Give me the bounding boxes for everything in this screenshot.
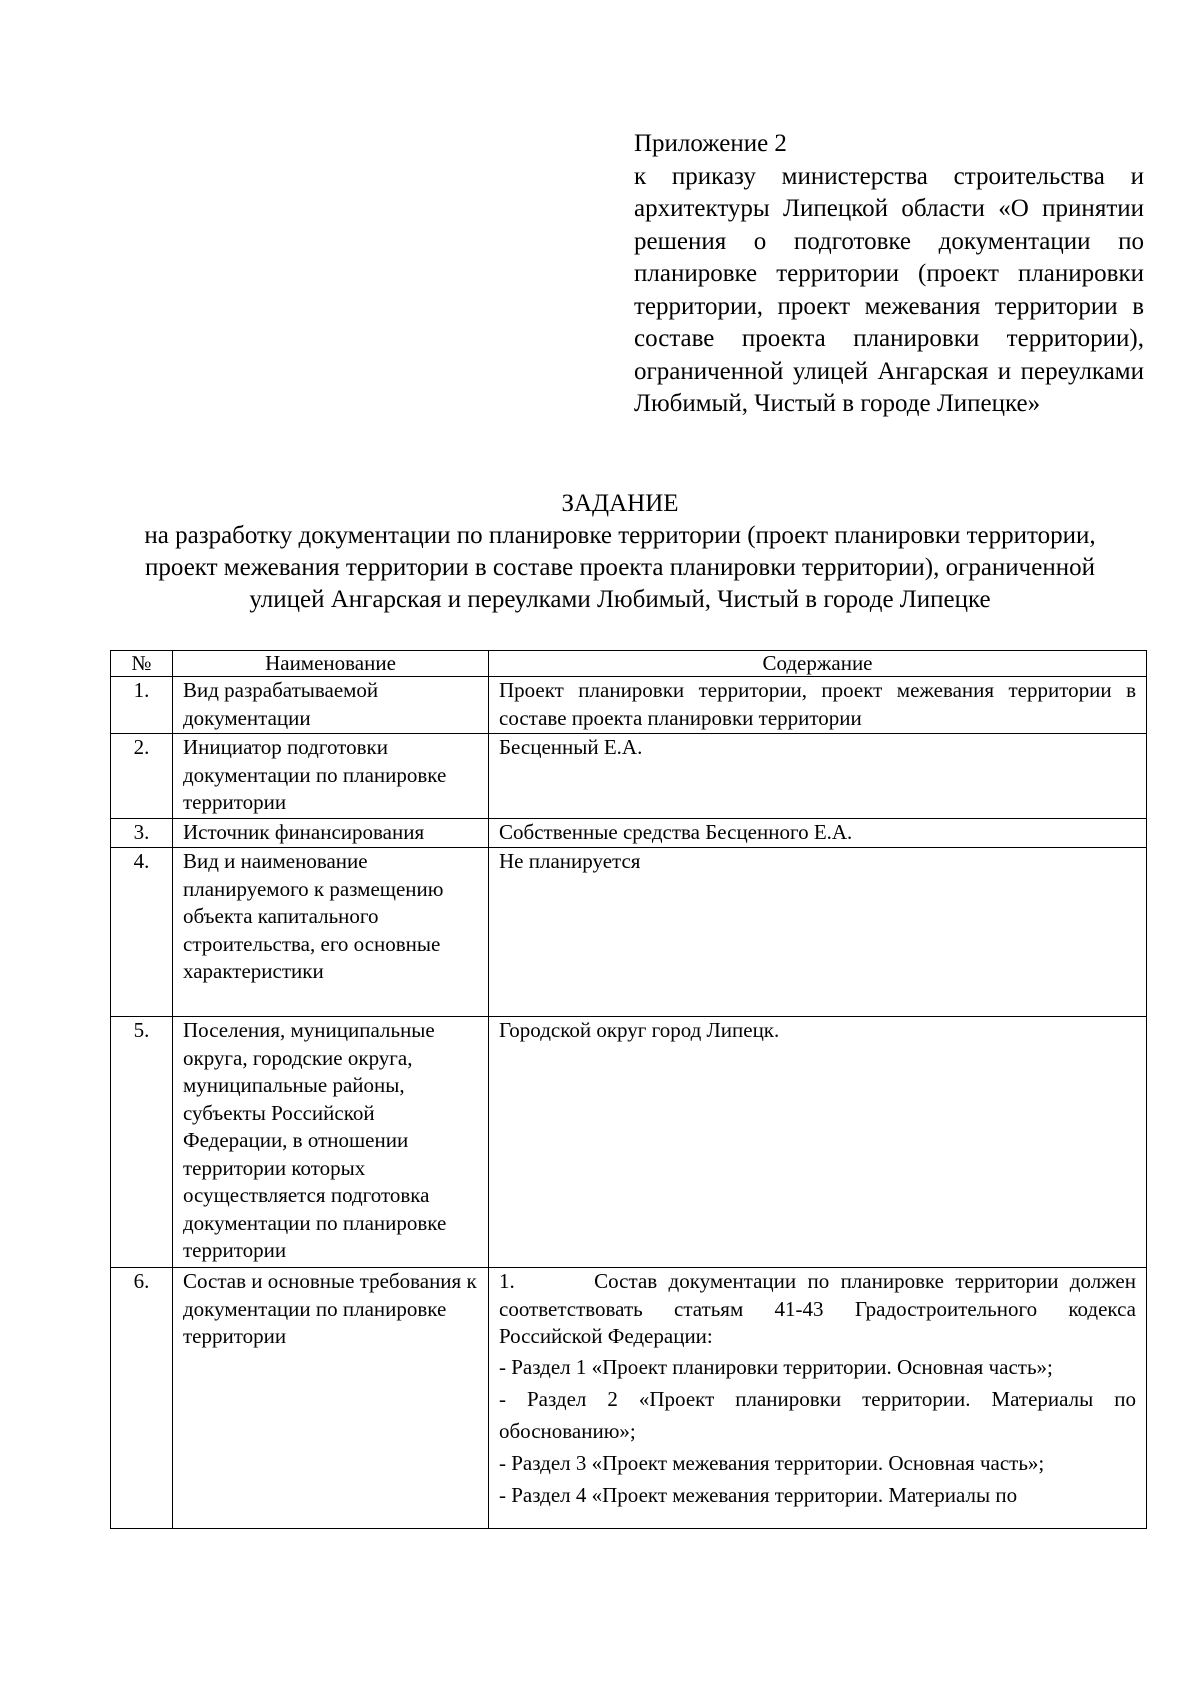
header-content: Содержание bbox=[489, 651, 1147, 677]
table-row bbox=[111, 677, 1147, 734]
table-row bbox=[111, 848, 1147, 1017]
table-header-row bbox=[111, 651, 1147, 677]
row-name: Инициатор подготовки документации по планировке территории bbox=[173, 734, 489, 819]
document-title bbox=[120, 488, 1120, 616]
row-content: Не планируется bbox=[489, 848, 1147, 1017]
row-name: Поселения, муниципальные округа, городские округа, муниципальные районы, субъекты Российской Федерации, в отношении территории которых осуществляется подготовка документации по планировке территории bbox=[173, 1017, 489, 1268]
row-number: 5. bbox=[111, 1017, 173, 1268]
table-row bbox=[111, 1268, 1147, 1529]
row-name: Вид разрабатываемой документации bbox=[173, 677, 489, 734]
document-subtitle: на разработку документации по планировке территории (проект планировки территории, проект межевания территории в составе проекта планировки территории), ограниченной улицей Ангарская и переулками Любимый, Чистый в городе Липецке bbox=[144, 522, 1096, 613]
row-name: Вид и наименование планируемого к размещению объекта капитального строительства, его основные характеристики bbox=[173, 848, 489, 1017]
row-content: Бесценный Е.А. bbox=[489, 734, 1147, 819]
annex-title: Приложение 2 bbox=[634, 130, 787, 157]
annex-block bbox=[634, 128, 1144, 421]
task-table bbox=[110, 650, 1147, 1529]
header-name: Наименование bbox=[173, 651, 489, 677]
table-row bbox=[111, 819, 1147, 848]
row-number: 1. bbox=[111, 677, 173, 734]
annex-text: к приказу министерства строительства и архитектуры Липецкой области «О принятии решения о подготовке документации по планировке территории (проект планировки территории, проект межевания территории в составе проекта планировки территории), ограниченной улицей Ангарская и переулками Любимый, Чистый в городе Липецке» bbox=[634, 162, 1144, 417]
row-content: Городской округ город Липецк. bbox=[489, 1017, 1147, 1268]
document-heading: ЗАДАНИЕ bbox=[561, 490, 679, 517]
row-number: 4. bbox=[111, 848, 173, 1017]
composition-item: - Раздел 1 «Проект планировки территории. Основная часть»; bbox=[499, 1354, 1053, 1379]
row-number: 3. bbox=[111, 819, 173, 848]
row-number: 6. bbox=[111, 1268, 173, 1529]
row-name: Источник финансирования bbox=[173, 819, 489, 848]
row-number: 2. bbox=[111, 734, 173, 819]
row-content: Собственные средства Бесценного Е.А. bbox=[489, 819, 1147, 848]
composition-intro: 1. Состав документации по планировке территории должен соответствовать статьям 41-43 Градостроительного кодекса Российской Федерации: bbox=[499, 1269, 1136, 1348]
composition-item: - Раздел 3 «Проект межевания территории. Основная часть»; bbox=[499, 1450, 1045, 1475]
table-row bbox=[111, 734, 1147, 819]
row-content bbox=[489, 1268, 1147, 1529]
header-num: № bbox=[111, 651, 173, 677]
row-name: Состав и основные требования к документации по планировке территории bbox=[173, 1268, 489, 1529]
composition-item: - Раздел 4 «Проект межевания территории. Материалы по bbox=[499, 1482, 1018, 1507]
row-content: Проект планировки территории, проект межевания территории в составе проекта планировки территории bbox=[489, 677, 1147, 734]
composition-item: - Раздел 2 «Проект планировки территории. Материалы по обоснованию»; bbox=[499, 1386, 1136, 1443]
table-row bbox=[111, 1017, 1147, 1268]
